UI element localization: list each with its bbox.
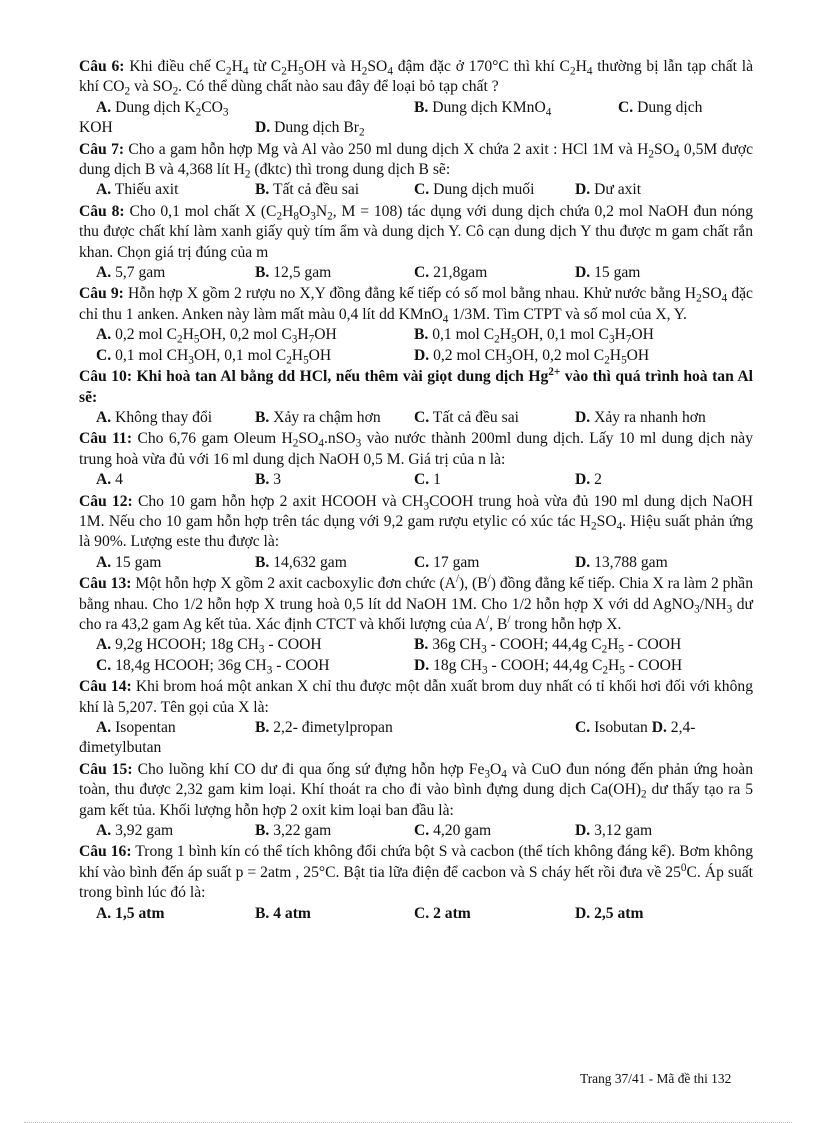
page-footer: Trang 37/41 - Mã đề thi 132 <box>580 1071 732 1086</box>
option-a[interactable]: A. 9,2g HCOOH; 18g $CH_3$ - COOH <box>96 636 322 656</box>
option-c[interactable]: C. 18,4g HCOOH; 36g $CH_3$ - COOH <box>96 656 330 677</box>
option-d[interactable]: D. Dung dịch $Br_2$ <box>255 119 365 139</box>
question-10 <box>79 367 753 428</box>
question-number: Câu 9: <box>79 285 124 303</box>
option-c[interactable]: C. 2 atm <box>414 904 471 922</box>
question-14 <box>79 677 753 759</box>
question-stem <box>79 284 753 325</box>
option-a[interactable]: A. Dung dịch $K_2CO_3$ <box>96 98 229 119</box>
question-16 <box>79 842 753 924</box>
exam-page <box>79 57 753 925</box>
question-number: Câu 7: <box>79 140 125 158</box>
question-stem <box>79 429 753 470</box>
question-8 <box>79 202 753 284</box>
question-15 <box>79 760 753 842</box>
option-b[interactable]: B. 36g $CH_3$ - COOH; 44,4g $C_2H_5$ - COOH <box>414 636 682 656</box>
option-a[interactable]: A. 3,92 gam <box>96 822 174 840</box>
question-number: Câu 6: <box>79 58 125 75</box>
option-b[interactable]: B. Tất cả đều sai <box>255 181 360 199</box>
option-c[interactable]: C. Dung dịch <box>618 98 703 116</box>
question-number: Câu 8: <box>79 202 125 220</box>
option-b[interactable]: B. 3,22 gam <box>255 822 332 840</box>
option-a[interactable]: A. Isopentan <box>96 719 176 736</box>
question-number: Câu 14: <box>79 678 132 696</box>
question-stem <box>79 140 753 181</box>
question-number: Câu 16: <box>79 843 132 861</box>
option-d[interactable]: D. 15 gam <box>575 264 641 282</box>
stem-text: Khi điều chế $C_2H_4$ từ $C_2H_5OH$ và $H_2SO_4$ đậm đặc ở 170°C thì khí $C_2H_4$ thường bị lẫn tạp chất là khí $CO_2$ và $SO_2$. Có thể dùng chất nào sau đây để loại bỏ tạp chất ? <box>79 58 754 98</box>
option-b[interactable]: B. 14,632 gam <box>255 553 347 571</box>
option-b[interactable]: B. 4 atm <box>255 904 311 922</box>
option-c[interactable]: C. Dung dịch muối <box>414 181 535 199</box>
option-a[interactable]: A. 15 gam <box>96 553 162 571</box>
option-c-d[interactable]: C. Isobutan D. 2,4- <box>575 719 696 736</box>
option-b[interactable]: B. Dung dịch KMnO$_4$ <box>414 98 552 119</box>
question-stem <box>79 202 753 263</box>
option-a[interactable]: A. Không thay đổi <box>96 408 213 426</box>
stem-text: Cho a gam hỗn hợp Mg và Al vào 250 ml dung dịch X chứa 2 axit : HCl 1M và $H_2SO_4$ 0,5M được dung dịch B và 4,368 lít $H_2$ (đktc) thì trong dung dịch B sẽ: <box>79 140 754 181</box>
option-d[interactable]: D. 18g $CH_3$ - COOH; 44,4g $C_2H_5$ - COOH <box>414 656 683 677</box>
question-stem <box>79 367 753 408</box>
question-12 <box>79 492 753 574</box>
option-d[interactable]: D. 2,5 atm <box>575 904 644 922</box>
question-6 <box>79 57 753 139</box>
question-13 <box>79 574 753 676</box>
option-c[interactable]: C. 0,1 mol $CH_3OH$, 0,1 mol $C_2H_5OH$ <box>96 346 332 367</box>
option-a[interactable]: A. 5,7 gam <box>96 264 166 282</box>
option-c[interactable]: C. 21,8gam <box>414 264 488 282</box>
option-d[interactable]: D. Xảy ra nhanh hơn <box>575 408 706 426</box>
question-stem <box>79 492 753 553</box>
option-d[interactable]: D. Dư axit <box>575 181 642 199</box>
option-a[interactable]: A. 0,2 mol $C_2H_5OH$, 0,2 mol $C_3H_7OH$ <box>96 326 337 346</box>
question-stem <box>79 677 753 718</box>
stem-text: Cho luồng khí CO dư đi qua ống sứ đựng hỗn hợp $Fe_3O_4$ và CuO đun nóng đến phản ứng hoàn toàn, thu được 2,32 gam kim loại. Khí thoát ra cho đi vào bình đựng dung dịch $Ca(OH)_2$ dư thấy tạo ra 5 gam kết tủa. Khối lượng hỗn hợp 2 oxit kim loại ban đầu là: <box>79 760 753 819</box>
option-b[interactable]: B. 12,5 gam <box>255 264 332 282</box>
question-9 <box>79 284 753 366</box>
stem-text: Cho 10 gam hỗn hợp 2 axit HCOOH và $CH_3COOH$ trung hoà vừa đủ 190 ml dung dịch NaOH 1M. Nếu cho 10 gam hỗn hợp trên tác dụng với 9,2 gam rượu etylic có xúc tác $H_2SO_4$. Hiệu suất phản ứng là 90%. Lượng este thu được là: <box>79 492 754 551</box>
question-11 <box>79 429 753 490</box>
stem-text: Khi hoà tan Al bằng dd HCl, nếu thêm vài giọt dung dịch $Hg^{2+}$ vào thì quá trình hoà tan Al sẽ: <box>79 365 753 406</box>
option-a[interactable]: A. 4 <box>96 471 123 489</box>
option-a[interactable]: A. 1,5 atm <box>96 904 165 922</box>
question-stem <box>79 760 753 821</box>
option-c[interactable]: C. 4,20 gam <box>414 822 492 840</box>
stem-text: Cho 0,1 mol chất X ($C_2H_8O_3N_2$, M = 108) tác dụng với dung dịch chứa 0,2 mol NaOH đun nóng thu được chất khí làm xanh giấy quỳ tím ẩm và dung dịch Y. Cô cạn dung dịch Y thu được m gam chất rắn khan. Chọn giá trị đúng của m <box>79 202 753 261</box>
stem-text: Cho 6,76 gam Oleum $H_2SO_4.nSO_3$ vào nước thành 200ml dung dịch. Lấy 10 ml dung dịch này trung hoà vừa đủ với 16 ml dung dịch NaOH 0,5 M. Giá trị của n là: <box>79 430 753 468</box>
question-number: Câu 11: <box>79 430 133 448</box>
question-stem <box>79 842 753 903</box>
stem-text: Một hỗn hợp X gồm 2 axit cacboxylic đơn chức (A/), (B/) đồng đẳng kế tiếp. Chia X ra làm 2 phần bằng nhau. Cho 1/2 hỗn hợp X trung hoà 0,5 lít dd NaOH 1M. Cho 1/2 hỗn hợp X với dd $AgNO_3/NH_3$ dư cho ra 43,2 gam Ag kết tủa. Xác định CTCT và khối lượng của A/, B/ trong hỗn hợp X. <box>79 572 753 633</box>
option-c[interactable]: C. Tất cả đều sai <box>414 408 519 426</box>
option-b[interactable]: B. 0,1 mol $C_2H_5OH$, 0,1 mol $C_3H_7OH$ <box>414 326 654 346</box>
option-d-continued: đimetylbutan <box>79 739 162 757</box>
stem-text: Hỗn hợp X gồm 2 rượu no X,Y đồng đẳng kế tiếp có số mol bằng nhau. Khử nước bằng $H_2SO_4$ đặc chỉ thu 1 anken. Anken này làm mất màu 0,4 lít dd KMnO$_4$ 1/3M. Tìm CTPT và số mol của X, Y. <box>79 285 753 326</box>
stem-text: Trong 1 bình kín có thể tích không đổi chứa bột S và cacbon (thể tích không đáng kể). Bơm không khí vào bình đến áp suất p = 2atm , 25°C. Bật tia lữa điện để cacbon và S cháy hết rồi đưa về $25^0C$. Áp suất trong bình lúc đó là: <box>79 843 753 902</box>
question-7 <box>79 140 753 201</box>
option-d[interactable]: D. 13,788 gam <box>575 553 668 571</box>
option-c-continued: KOH <box>79 119 113 137</box>
option-d[interactable]: D. 3,12 gam <box>575 822 653 840</box>
option-a[interactable]: A. Thiếu axit <box>96 181 179 199</box>
question-stem <box>79 57 753 98</box>
option-b[interactable]: B. 3 <box>255 471 282 489</box>
option-b[interactable]: B. Xảy ra chậm hơn <box>255 408 381 426</box>
question-number: Câu 13: <box>79 575 132 593</box>
question-number: Câu 12: <box>79 492 133 510</box>
option-d[interactable]: D. 0,2 mol $CH_3OH$, 0,2 mol $C_2H_5OH$ <box>414 346 650 367</box>
stem-text: Khi brom hoá một ankan X chỉ thu được một dẫn xuất brom duy nhất có tỉ khối hơi đối với không khí là 5,207. Tên gọi của X là: <box>79 678 753 716</box>
option-c[interactable]: C. 1 <box>414 471 441 489</box>
question-number: Câu 10: <box>79 368 133 386</box>
question-stem <box>79 574 753 635</box>
option-c[interactable]: C. 17 gam <box>414 553 480 571</box>
question-number: Câu 15: <box>79 760 133 778</box>
option-d[interactable]: D. 2 <box>575 471 602 489</box>
option-b[interactable]: B. 2,2- đimetylpropan <box>255 719 393 736</box>
